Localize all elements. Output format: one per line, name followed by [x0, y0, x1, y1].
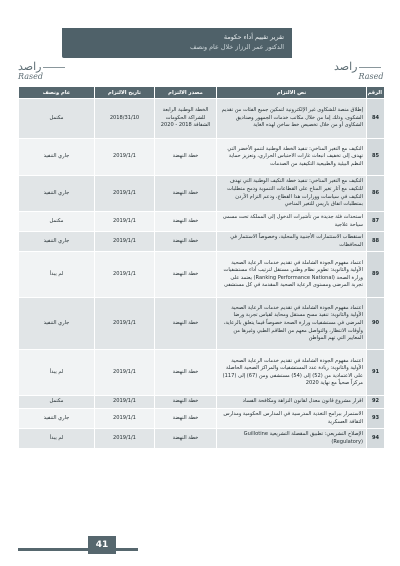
row-source: خطة النهضة: [155, 350, 217, 396]
row-source: خطة النهضة: [155, 232, 217, 252]
row-source: خطة النهضة: [155, 298, 217, 350]
table-row: [19, 350, 385, 396]
report-subtitle: الدكتور عمر الرزاز خلال عام ونصف: [190, 43, 284, 51]
row-status: مكتمل: [19, 212, 95, 232]
row-date: 2019/1/1: [95, 252, 155, 298]
row-number: 84: [367, 99, 385, 139]
row-text: الإصلاح التشريعي: تطبيق المقصلة التشريعية Guillotine (Regulatory): [217, 429, 367, 449]
row-date: 2019/1/1: [95, 350, 155, 396]
rased-logo-left: [18, 60, 67, 81]
row-number: 89: [367, 252, 385, 298]
row-text: اعتماد مفهوم الجودة الشاملة في تقديم خدمات الرعاية الصحية الأولية والثانوية: تنفيذ مسح مستقل ومحايد لقياس تجربة ورضا المرضى في مستشفيات وزارة الصحة خصوصاً فيما يتعلق بالرعاية، وأوقات الانتظار، والتواصل معهم من الطاقم الطبي وغيرها من المعايير التي تهم المواطن: [217, 298, 367, 350]
row-number: 94: [367, 429, 385, 449]
row-text: اعتماد مفهوم الجودة الشاملة في تقديم خدمات الرعاية الصحية الأولية والثانوية: زيادة عدد المستشفيات والمراكز الصحية الحاصلة على الاعتمادية من (52) إلى (54) مستشفى ومن (67) إلى (117) مركزاً صحياً مع نهاية 2020: [217, 350, 367, 396]
table-row: [19, 429, 385, 449]
logo-english-text: Rased: [358, 72, 384, 81]
row-number: 85: [367, 139, 385, 176]
table-row: [19, 99, 385, 139]
table-row: [19, 298, 385, 350]
row-number: 87: [367, 212, 385, 232]
row-date: 2019/1/1: [95, 176, 155, 212]
row-status: جاري التنفيذ: [19, 139, 95, 176]
header-commitment-text: نص الالتزام: [217, 87, 367, 99]
row-text: استحداث فئة جديدة من تأشيرات الدخول إلى المملكة تحت مسمى سياحة علاجية: [217, 212, 367, 232]
page-number: 41: [88, 536, 116, 554]
footer-bar: [18, 548, 138, 551]
header-source: مصدر الالتزام: [155, 87, 217, 99]
row-date: 2018/31/10: [95, 99, 155, 139]
table-row: [19, 176, 385, 212]
row-source: خطة النهضة: [155, 212, 217, 232]
row-source: خطة النهضة: [155, 252, 217, 298]
logo-arabic-text: راصد: [18, 60, 67, 73]
row-status: مكتمل: [19, 99, 95, 139]
row-status: جاري التنفيذ: [19, 298, 95, 350]
row-source: خطة النهضة: [155, 396, 217, 409]
row-text: إطلاق منصة للشكاوى غير الإلكترونية لتمكين جميع الفئات من تقديم الشكوى، وذلك إما من خلال مكاتب خدمات الجمهور وصناديق الشكاوى أو من خلال تخصيص خط ساخن لهذه الغاية: [217, 99, 367, 139]
row-status: لم يبدأ: [19, 252, 95, 298]
row-date: 2019/1/1: [95, 408, 155, 428]
header-number: الرقم: [367, 87, 385, 99]
row-number: 86: [367, 176, 385, 212]
logo-english-text: Rased: [18, 72, 43, 81]
row-date: 2019/1/1: [95, 232, 155, 252]
table-row: [19, 139, 385, 176]
row-source: خطة النهضة: [155, 408, 217, 428]
report-title: تقرير تقييم أداء حكومة: [223, 33, 284, 41]
table-header-row: [19, 87, 385, 99]
table-row: [19, 396, 385, 409]
row-number: 90: [367, 298, 385, 350]
row-status: مكتمل: [19, 396, 95, 409]
row-date: 2019/1/1: [95, 396, 155, 409]
row-text: اعتماد مفهوم الجودة الشاملة في تقديم خدمات الرعاية الصحية الأولية والثانوية: تطوير نظام وطني مستقل لترتيب أداء مستشفيات وزارة الصحة (Ranking Performance National) يعتمد على تجربة المرضى ومستوى الرعاية الصحية المقدمة في كل مستشفى: [217, 252, 367, 298]
rased-logo-right: [334, 60, 383, 81]
row-number: 93: [367, 408, 385, 428]
row-date: 2019/1/1: [95, 298, 155, 350]
row-number: 88: [367, 232, 385, 252]
logo-arabic-text: راصد: [334, 60, 383, 73]
row-status: جاري التنفيذ: [19, 232, 95, 252]
row-date: 2019/1/1: [95, 429, 155, 449]
report-title-banner: [62, 28, 292, 58]
row-text: استقطاب الاستثمارات الأجنبية والمحلية، وخصوصاً الاستثمار في المحافظات: [217, 232, 367, 252]
row-source: خطة النهضة: [155, 429, 217, 449]
row-source: الخطة الوطنية الرابعة للشراكة الحكومات الشفافة 2018 - 2020: [155, 99, 217, 139]
row-source: خطة النهضة: [155, 139, 217, 176]
row-text: التكيف مع التغير المناخي: تنفيذ خطة التكيف الوطنية التي تهدف للتكيف مع آثار تغير المناخ على القطاعات التنموية ودمج متطلبات التكيف في سياسات ووزارات هذا القطاع، ودعم التزام الأردن بمتطلبات اتفاق باريس للتغير المناخي: [217, 176, 367, 212]
row-number: 91: [367, 350, 385, 396]
header-date: تاريخ الالتزام: [95, 87, 155, 99]
row-number: 92: [367, 396, 385, 409]
row-text: الاستمرار ببرامج التغذية المدرسية في المدارس الحكومية ومدارس الثقافة العسكرية: [217, 408, 367, 428]
row-text: اقرار مشروع قانون معدل لقانون النزاهة ومكافحة الفساد: [217, 396, 367, 409]
row-source: خطة النهضة: [155, 176, 217, 212]
commitments-table: [18, 86, 385, 449]
row-status: لم يبدأ: [19, 350, 95, 396]
row-date: 2019/1/1: [95, 212, 155, 232]
row-status: جاري التنفيذ: [19, 408, 95, 428]
row-date: 2019/1/1: [95, 139, 155, 176]
row-text: التكيف مع التغير المناخي: تنفيذ الخطة الوطنية لتنمو الأخضر التي تهدف إلى تخفيف انبعاث غازات الاحتباس الحراري، وتعزيز حماية النظم البيئية والطبيعية التكيفية من الصدمات: [217, 139, 367, 176]
header-status: عام ونصف: [19, 87, 95, 99]
table-row: [19, 252, 385, 298]
table-row: [19, 408, 385, 428]
row-status: جاري التنفيذ: [19, 176, 95, 212]
table-row: [19, 232, 385, 252]
row-status: لم يبدأ: [19, 429, 95, 449]
table-row: [19, 212, 385, 232]
